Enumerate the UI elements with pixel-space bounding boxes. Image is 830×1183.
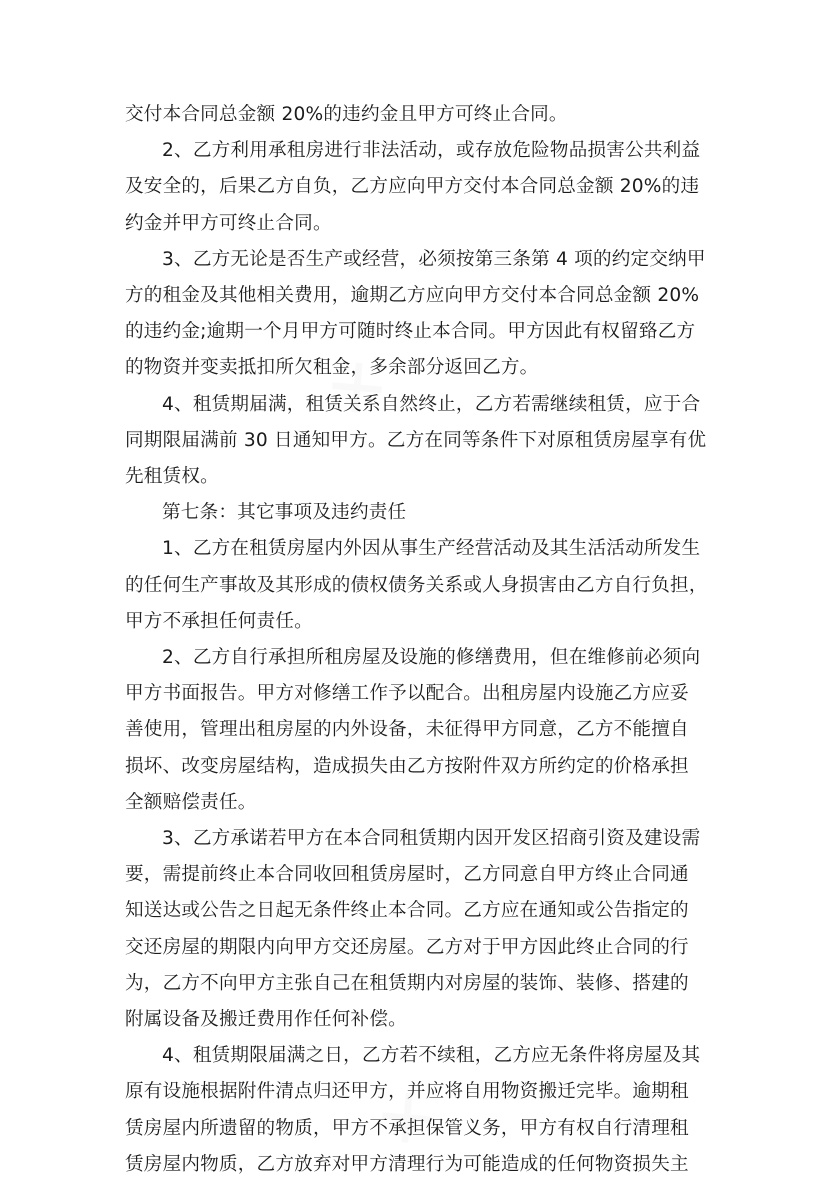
text-line: 3、乙方无论是否生产或经营，必须按第三条第 4 项的约定交纳甲 — [162, 248, 706, 270]
text-line: 1、乙方在租赁房屋内外因从事生产经营活动及其生活活动所发生 — [162, 538, 701, 560]
document-text — [125, 97, 715, 1183]
text-line: 交还房屋的期限内向甲方交还房屋。乙方对于甲方因此终止合同的行 — [125, 936, 689, 958]
section-heading: 第七条：其它事项及违约责任 — [162, 502, 407, 524]
text-line: 2、乙方利用承租房进行非法活动，或存放危险物品损害公共利益 — [162, 140, 701, 162]
text-line: 交付本合同总金额 20%的违约金且甲方可终止合同。 — [125, 104, 568, 125]
document-body — [125, 97, 715, 1183]
text-line: 为，乙方不向甲方主张自己在租赁期内对房屋的装饰、装修、搭建的 — [125, 972, 689, 994]
text-line: 的任何生产事故及其形成的债权债务关系或人身损害由乙方自行负担， — [125, 574, 708, 596]
text-line: 约金并甲方可终止合同。 — [125, 212, 332, 234]
text-line: 同期限届满前 30 日通知甲方。乙方在同等条件下对原租赁房屋享有优 — [125, 429, 707, 451]
text-line: 原有设施根据附件清点归还甲方，并应将自用物资搬迁完毕。逾期租 — [125, 1081, 689, 1103]
text-line: 全额赔偿责任。 — [125, 791, 257, 813]
text-line: 要，需提前终止本合同收回租赁房屋时，乙方同意自甲方终止合同通 — [125, 864, 689, 886]
text-line: 的违约金;逾期一个月甲方可随时终止本合同。甲方因此有权留臵乙方 — [125, 321, 696, 343]
text-line: 赁房屋内所遗留的物质，甲方不承担保管义务，甲方有权自行清理租 — [125, 1117, 689, 1139]
text-line: 损坏、改变房屋结构，造成损失由乙方按附件双方所约定的价格承担 — [125, 755, 689, 777]
text-line: 附属设备及搬迁费用作任何补偿。 — [125, 1009, 407, 1031]
text-line: 善使用，管理出租房屋的内外设备，未征得甲方同意，乙方不能擅自 — [125, 719, 689, 741]
text-line: 先租赁权。 — [125, 466, 219, 488]
text-line: 3、乙方承诺若甲方在本合同租赁期内因开发区招商引资及建设需 — [162, 828, 701, 850]
text-line: 的物资并变卖抵扣所欠租金，多余部分返回乙方。 — [125, 357, 539, 379]
text-line: 4、租赁期届满，租赁关系自然终止，乙方若需继续租赁，应于合 — [162, 393, 701, 415]
text-line: 甲方不承担任何责任。 — [125, 610, 313, 632]
text-line: 赁房屋内物质，乙方放弃对甲方清理行为可能造成的任何物资损失主 — [125, 1153, 689, 1175]
text-line: 2、乙方自行承担所租房屋及设施的修缮费用，但在维修前必须向 — [162, 647, 701, 669]
text-line: 方的租金及其他相关费用，逾期乙方应向甲方交付本合同总金额 20% — [125, 285, 700, 307]
text-line: 知送达或公告之日起无条件终止本合同。乙方应在通知或公告指定的 — [125, 900, 689, 922]
text-line: 4、租赁期限届满之日，乙方若不续租，乙方应无条件将房屋及其 — [162, 1045, 701, 1067]
text-line: 及安全的，后果乙方自负，乙方应向甲方交付本合同总金额 20%的违 — [125, 176, 700, 198]
text-line: 甲方书面报告。甲方对修缮工作予以配合。出租房屋内设施乙方应妥 — [125, 683, 689, 705]
